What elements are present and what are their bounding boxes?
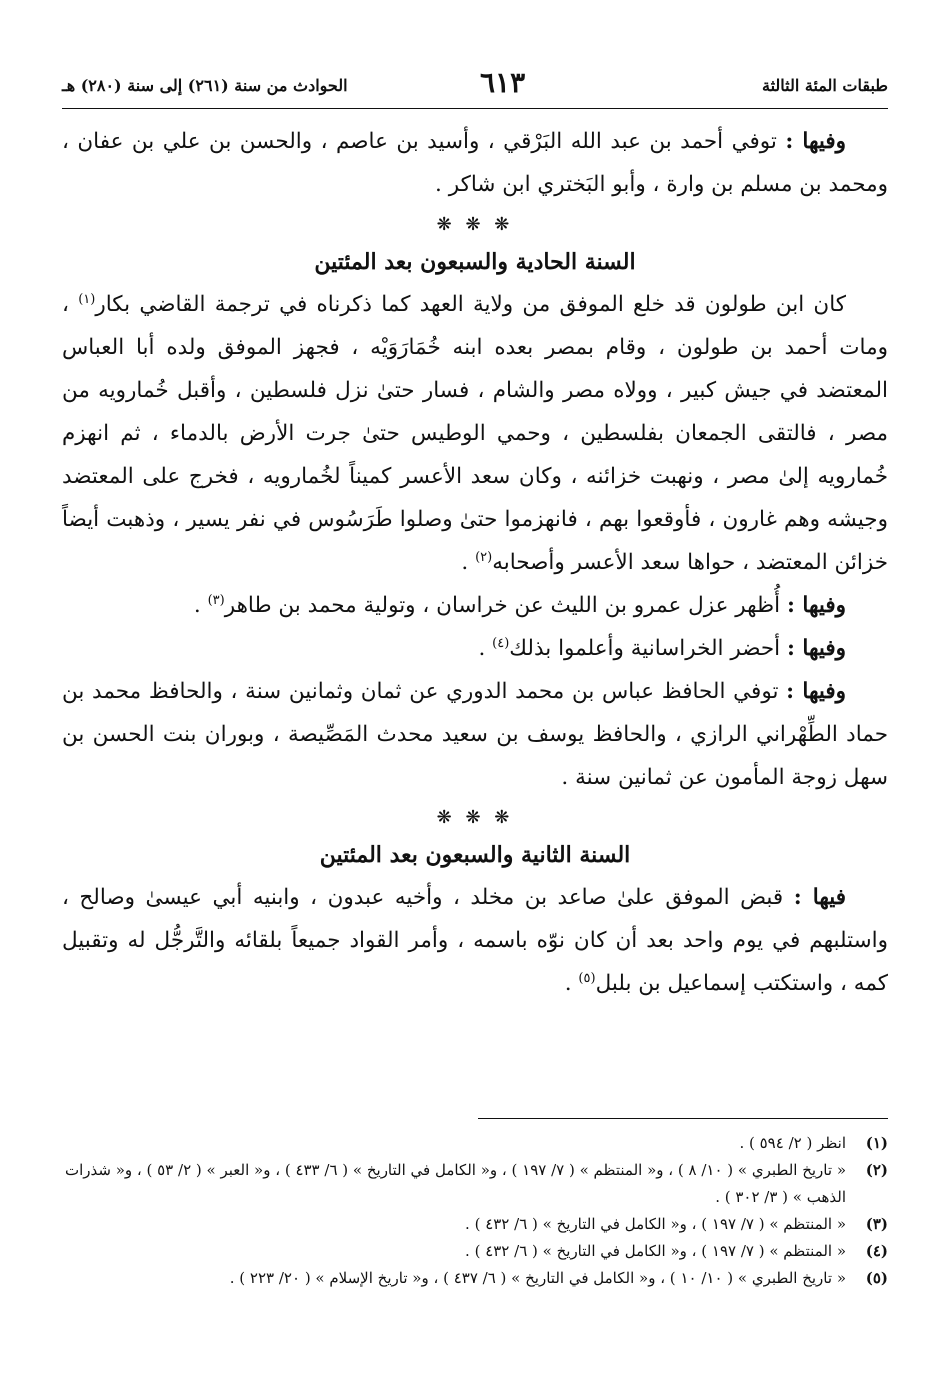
paragraph-lead: وفيها : <box>785 129 847 154</box>
footnote-text: « تاريخ الطبري » ( ١٠/ ٨ ) ، و« المنتظم » ( ٧/ ١٩٧ ) ، و« الكامل في التاريخ » ( ٦/ ٤٣٣ ) ، و« العبر » ( ٢/ ٥٣ ) ، و« شذرات الذهب » ( ٣/ ٣٠٢ ) . <box>64 1161 846 1206</box>
paragraph-deaths-271 <box>62 670 888 799</box>
header-chapter-range: الحوادث من سنة (٢٦١) إلى سنة (٢٨٠) هـ <box>62 76 348 95</box>
paragraph-deaths-270 <box>62 120 888 206</box>
section-title-272: السنة الثانية والسبعون بعد المئتين <box>319 842 631 868</box>
paragraph-text: توفي الحافظ عباس بن محمد الدوري عن ثمان وثمانين سنة ، والحافظ محمد بن حماد الطِّهْراني الرازي ، والحافظ يوسف بن سعيد محدث المَصِّيصة ، وبوران بنت الحسن بن سهل زوجة المأمون عن ثمانين سنة . <box>62 679 888 790</box>
paragraph-events-271 <box>62 283 888 584</box>
footnote-number: (٤) <box>865 1242 888 1260</box>
footnotes <box>62 1130 888 1292</box>
section-separator: ❋ ❋ ❋ <box>436 807 514 828</box>
footnote-text: « المنتظم » ( ٧/ ١٩٧ ) ، و« الكامل في التاريخ » ( ٦/ ٤٣٢ ) . <box>465 1215 846 1233</box>
footnote-number: (١) <box>865 1134 888 1152</box>
footnote-1 <box>62 1130 888 1157</box>
footnote-text: انظر ( ٢/ ٥٩٤ ) . <box>739 1134 846 1152</box>
footnote-text: « المنتظم » ( ٧/ ١٩٧ ) ، و« الكامل في التاريخ » ( ٦/ ٤٣٢ ) . <box>465 1242 846 1260</box>
footnote-ref-5[interactable]: (٥) <box>578 970 596 986</box>
footnote-number: (٥) <box>865 1269 888 1287</box>
page-number: ٦١٣ <box>480 66 526 99</box>
paragraph-khurasan <box>62 584 888 627</box>
paragraph-lead: وفيها : <box>786 679 847 704</box>
running-header <box>62 64 888 109</box>
paragraph-text: أُظهر عزل عمرو بن الليث عن خراسان ، وتولية محمد بن طاهر <box>224 593 787 618</box>
paragraph-text: كان ابن طولون قد خلع الموفق من ولاية العهد كما ذكرناه في ترجمة القاضي بكار <box>95 292 846 317</box>
footnote-2 <box>62 1157 888 1211</box>
footnote-divider <box>478 1118 888 1119</box>
footnote-number: (٣) <box>865 1215 888 1233</box>
paragraph-events-272 <box>62 876 888 1005</box>
section-title-271: السنة الحادية والسبعون بعد المئتين <box>314 249 636 275</box>
paragraph-text: ، ومات أحمد بن طولون ، وقام بمصر بعده ابنه خُمَارَوَيْه ، فجهز الموفق ولده أبا العباس المعتضد في جيش كبير ، وولاه مصر والشام ، فسار حتىٰ نزل فلسطين ، وأقبل خُمارويه من مصر ، فالتقى الجمعان بفلسطين ، وحمي الوطيس حتىٰ جرت الأرض بالدماء ، ثم انهزم خُمارويه إلىٰ مصر ، ونهبت خزائنه ، وكان سعد الأعسر كميناً لخُمارويه ، فخرج على المعتضد وجيشه وهم غارون ، فأوقعوا بهم ، فانهزموا حتىٰ وصلوا طَرَسُوس في نفر يسير ، وذهبت أيضاً خزائن المعتضد ، حواها سعد الأعسر وأصحابه <box>62 292 888 575</box>
footnote-3 <box>62 1211 888 1238</box>
paragraph-text: قبض الموفق علىٰ صاعد بن مخلد ، وأخيه عبدون ، وابنيه أبي عيسىٰ وصالح ، واستلبهم في يوم واحد بعد أن كان نوّه باسمه ، وأمر القواد جميعاً بلقائه والتَّرجُّل له وتقبيل كمه ، واستكتب إسماعيل بن بلبل <box>62 885 888 996</box>
book-page <box>62 0 888 1391</box>
paragraph-end: . <box>564 971 579 996</box>
paragraph-lead: فيها : <box>793 885 846 910</box>
footnote-ref-4[interactable]: (٤) <box>492 635 510 651</box>
paragraph-lead: وفيها : <box>786 636 846 661</box>
footnote-number: (٢) <box>865 1161 888 1179</box>
header-book-title: طبقات المئة الثالثة <box>761 76 888 95</box>
footnote-ref-1[interactable]: (١) <box>78 291 96 307</box>
paragraph-lead: وفيها : <box>786 593 846 618</box>
main-text <box>62 120 888 1005</box>
footnote-ref-3[interactable]: (٣) <box>207 592 225 608</box>
paragraph-end: . <box>193 593 208 618</box>
footnote-4 <box>62 1238 888 1265</box>
footnote-5 <box>62 1265 888 1292</box>
footnote-text: « تاريخ الطبري » ( ١٠/ ١٠ ) ، و« الكامل في التاريخ » ( ٦/ ٤٣٧ ) ، و« تاريخ الإسلام » ( ٢٠/ ٢٢٣ ) . <box>229 1269 846 1287</box>
paragraph-text: توفي أحمد بن عبد الله البَرْقي ، وأسيد بن عاصم ، والحسن بن علي بن عفان ، ومحمد بن مسلم بن وارة ، وأبو البَختري ابن شاكر . <box>62 129 888 197</box>
section-separator: ❋ ❋ ❋ <box>436 214 514 235</box>
paragraph-end: . <box>461 550 476 575</box>
paragraph-text: أحضر الخراسانية وأعلموا بذلك <box>509 636 787 661</box>
footnote-ref-2[interactable]: (٢) <box>475 549 493 565</box>
paragraph-khurasaniya <box>62 627 888 670</box>
paragraph-end: . <box>478 636 493 661</box>
